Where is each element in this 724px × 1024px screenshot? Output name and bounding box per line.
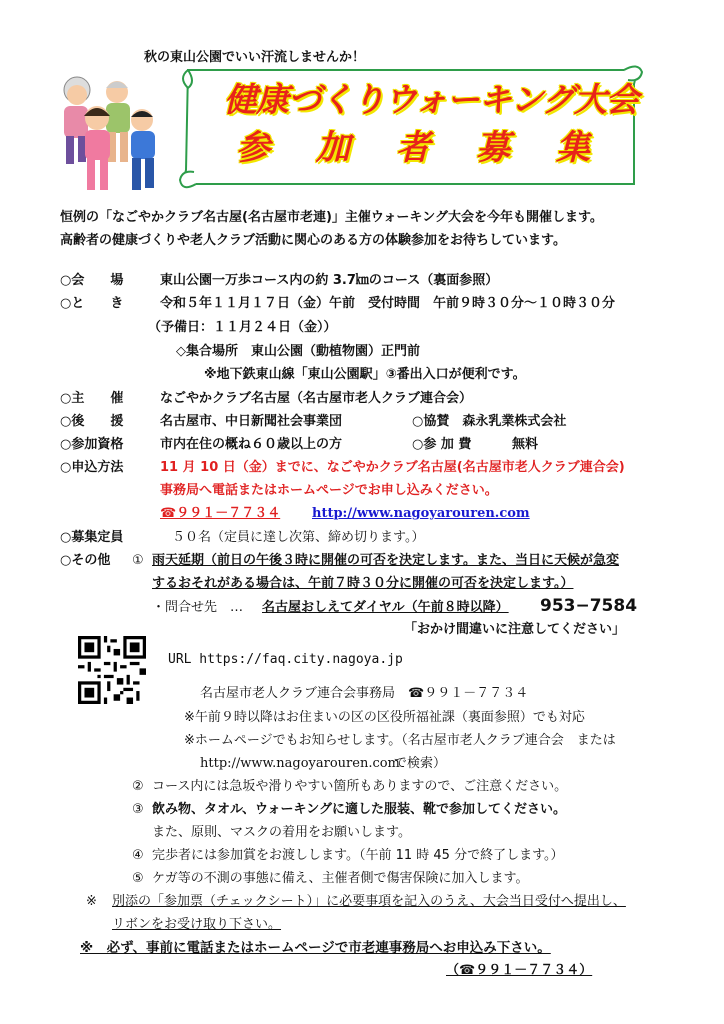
support-label: ○後 援 (60, 414, 124, 429)
rain-policy-line-1: 雨天延期（前日の午後３時に開催の可否を決定します。また、当日に天候が急変 (152, 553, 619, 568)
apply-deadline: 11 月 10 日（金）までに、なごやかクラブ名古屋(名古屋市老人クラブ連合会) (160, 460, 625, 475)
item-number-2: ② (132, 779, 144, 794)
item-number-4: ④ (132, 848, 144, 863)
apply-phone[interactable]: ☎９９１－７７３４ (160, 506, 281, 521)
date-label: ○と き (60, 296, 124, 311)
venue-label: ○会 場 (60, 273, 124, 288)
item-number-1: ① (132, 553, 144, 568)
eligibility-value: 市内在住の概ね６０歳以上の方 (160, 437, 343, 452)
inquiry-number[interactable]: 953−7584 (540, 596, 638, 616)
inquiry-label: ・問合せ先 … (152, 600, 244, 615)
sponsor: ○協賛 森永乳業株式会社 (412, 414, 567, 429)
ribbon-note: リボンをお受け取り下さい。 (112, 917, 282, 932)
checksheet-note: 別添の「参加票（チェックシート）」に必要事項を記入のうえ、大会当日受付へ提出し、 (112, 894, 626, 909)
recruitment-title: 参 加 者 募 集 (236, 128, 596, 168)
insurance-note: ケガ等の不測の事態に備え、主催者側で傷害保険に加入します。 (152, 871, 529, 886)
caution-note: コース内には急坂や滑りやすい箇所もありますので、ご注意ください。 (152, 779, 568, 794)
footer-mark: ※ (86, 894, 97, 909)
intro-line-2: 高齢者の健康づくりや老人クラブ活動に関心のある方の体験参加をお待ちしています。 (60, 233, 566, 248)
office-contact: 名古屋市老人クラブ連合会事務局 ☎９９１－７７３４ (200, 686, 529, 701)
reserve-date: （予備日：１１月２４日（金）） (148, 320, 337, 335)
qr-code-icon[interactable] (78, 636, 146, 704)
other-label: ○その他 (60, 553, 111, 568)
inquiry-name: 名古屋おしえてダイヤル（午前８時以降） (262, 600, 509, 615)
homepage-note: ※ホームページでもお知らせします。（名古屋市老人クラブ連合会 または (184, 733, 616, 748)
belongings-note: 飲み物、タオル、ウォーキングに適した服装、靴で参加してください。 (152, 802, 567, 817)
venue-value: 東山公園一万歩コース内の約 3.7㎞のコース（裏面参照） (160, 273, 499, 288)
event-title: 健康づくりウォーキング大会 (224, 80, 638, 119)
fee-value: 無料 (512, 437, 539, 452)
meeting-place: ◇集合場所 東山公園（動植物園）正門前 (176, 344, 420, 359)
access-note: ※地下鉄東山線「東山公園駅」③番出入口が便利です。 (204, 367, 526, 382)
fee-label: ○参 加 費 (412, 437, 472, 452)
host-value: なごやかクラブ名古屋（名古屋市老人クラブ連合会） (160, 391, 473, 406)
date-value: 令和５年１１月１７日（金）午前 受付時間 午前９時３０分～１０時３０分 (160, 296, 616, 311)
faq-url[interactable]: URL https://faq.city.nagoya.jp (168, 652, 403, 667)
ward-office-note: ※午前９時以降はお住まいの区の区役所福祉課（裏面参照）でも対応 (184, 710, 585, 725)
host-label: ○主 催 (60, 391, 124, 406)
mask-note: また、原則、マスクの着用をお願いします。 (152, 825, 411, 840)
apply-label: ○申込方法 (60, 460, 124, 475)
apply-method: 事務局へ電話またはホームページでお申し込みください。 (160, 483, 498, 498)
rain-policy-line-2: するおそれがある場合は、午前７時３０分に開催の可否を決定します。） (152, 576, 574, 591)
homepage-search: で検索） (394, 756, 447, 771)
catch-copy: 秋の東山公園でいい汗流しませんか！ (144, 50, 366, 65)
prize-note: 完歩者には参加賞をお渡しします。（午前 11 時 45 分で終了します。） (152, 848, 564, 863)
footer-phone[interactable]: （☎９９１－７７３４） (446, 963, 593, 978)
intro-line-1: 恒例の「なごやかクラブ名古屋(名古屋市老連)」主催ウォーキング大会を今年も開催します。 (60, 210, 603, 225)
capacity-value: ５０名（定員に達し次第、締め切ります。） (172, 530, 425, 545)
eligibility-label: ○参加資格 (60, 437, 124, 452)
apply-website-link[interactable]: http://www.nagoyarouren.com (312, 506, 530, 521)
homepage-url[interactable]: http://www.nagoyarouren.com (200, 756, 400, 771)
support-value: 名古屋市、中日新聞社会事業団 (160, 414, 343, 429)
capacity-label: ○募集定員 (60, 530, 124, 545)
item-number-5: ⑤ (132, 871, 144, 886)
walking-seniors-illustration (42, 70, 172, 198)
inquiry-warning: 「おかけ間違いに注意してください」 (404, 622, 626, 637)
advance-registration-note: ※ 必ず、事前に電話またはホームページで市老連事務局へお申込み下さい。 (80, 940, 551, 956)
item-number-3: ③ (132, 802, 144, 817)
